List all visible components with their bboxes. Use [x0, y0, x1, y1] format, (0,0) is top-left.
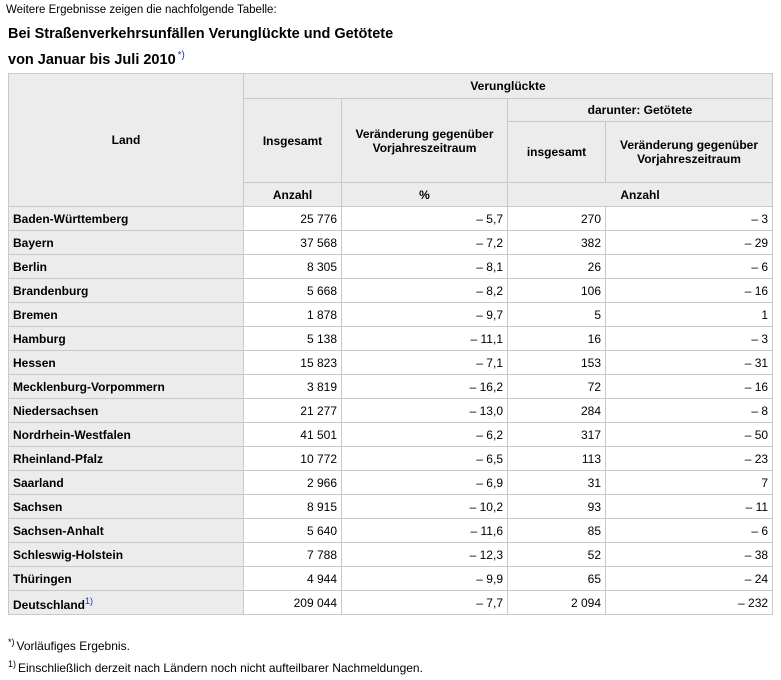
unit-anzahl-getoetete: Anzahl	[508, 183, 773, 207]
cell-land	[9, 447, 244, 471]
cell-insgesamt: 21 277	[244, 399, 342, 423]
cell-insgesamt: 15 823	[244, 351, 342, 375]
land-name: Berlin	[13, 259, 48, 274]
unit-anzahl: Anzahl	[244, 183, 342, 207]
cell-getoetete-veraenderung: 1	[606, 303, 773, 327]
cell-getoetete: 382	[508, 231, 606, 255]
header-land: Land	[9, 74, 244, 207]
cell-insgesamt: 5 640	[244, 519, 342, 543]
cell-veraenderung: – 5,7	[342, 207, 508, 231]
cell-getoetete-veraenderung: – 23	[606, 447, 773, 471]
land-name: Saarland	[13, 475, 64, 490]
cell-getoetete-veraenderung: – 16	[606, 375, 773, 399]
cell-land	[9, 279, 244, 303]
table-row	[9, 543, 773, 567]
land-name: Bayern	[13, 235, 54, 250]
land-name: Sachsen	[13, 499, 63, 514]
cell-land	[9, 231, 244, 255]
cell-getoetete-veraenderung: – 31	[606, 351, 773, 375]
land-name: Niedersachsen	[13, 403, 99, 418]
cell-insgesamt: 2 966	[244, 471, 342, 495]
cell-veraenderung: – 8,2	[342, 279, 508, 303]
table-row	[9, 279, 773, 303]
cell-getoetete-veraenderung: – 3	[606, 207, 773, 231]
cell-insgesamt: 25 776	[244, 207, 342, 231]
footnote-2	[8, 659, 423, 675]
footnote-1-text: Vorläufiges Ergebnis.	[16, 639, 130, 653]
header-darunter-getoetete: darunter: Getötete	[508, 99, 773, 122]
cell-getoetete-veraenderung: – 232	[606, 591, 773, 615]
land-name: Rheinland-Pfalz	[13, 451, 104, 466]
cell-insgesamt: 1 878	[244, 303, 342, 327]
cell-insgesamt: 8 915	[244, 495, 342, 519]
cell-getoetete: 317	[508, 423, 606, 447]
cell-getoetete: 16	[508, 327, 606, 351]
cell-veraenderung: – 7,2	[342, 231, 508, 255]
cell-land	[9, 327, 244, 351]
cell-veraenderung: – 6,5	[342, 447, 508, 471]
cell-getoetete: 93	[508, 495, 606, 519]
cell-insgesamt: 41 501	[244, 423, 342, 447]
cell-land	[9, 255, 244, 279]
land-name: Hamburg	[13, 331, 66, 346]
land-name: Schleswig-Holstein	[13, 547, 124, 562]
cell-veraenderung: – 11,1	[342, 327, 508, 351]
table-row	[9, 207, 773, 231]
cell-insgesamt: 4 944	[244, 567, 342, 591]
cell-land	[9, 375, 244, 399]
cell-veraenderung: – 6,9	[342, 471, 508, 495]
cell-getoetete: 106	[508, 279, 606, 303]
cell-getoetete-veraenderung: – 50	[606, 423, 773, 447]
land-name: Thüringen	[13, 571, 72, 586]
footnote-1-mark: *)	[8, 637, 15, 647]
cell-getoetete: 284	[508, 399, 606, 423]
table-body	[9, 207, 773, 615]
land-name: Sachsen-Anhalt	[13, 523, 104, 538]
land-name: Mecklenburg-Vorpommern	[13, 379, 165, 394]
table-row	[9, 495, 773, 519]
land-name: Hessen	[13, 355, 56, 370]
cell-veraenderung: – 7,7	[342, 591, 508, 615]
cell-veraenderung: – 7,1	[342, 351, 508, 375]
unit-percent: %	[342, 183, 508, 207]
land-footnote-link[interactable]: 1)	[85, 595, 94, 606]
cell-getoetete: 153	[508, 351, 606, 375]
cell-veraenderung: – 8,1	[342, 255, 508, 279]
header-insgesamt: Insgesamt	[244, 99, 342, 183]
cell-getoetete-veraenderung: – 6	[606, 255, 773, 279]
footnote-2-mark: 1)	[8, 659, 17, 669]
intro-text: Weitere Ergebnisse zeigen die nachfolgende Tabelle:	[6, 4, 277, 16]
table-row	[9, 375, 773, 399]
cell-land	[9, 423, 244, 447]
cell-getoetete: 85	[508, 519, 606, 543]
land-name: Baden-Württemberg	[13, 211, 129, 226]
table-row	[9, 567, 773, 591]
cell-getoetete: 26	[508, 255, 606, 279]
title-line-2	[8, 45, 393, 71]
footnote-1	[8, 637, 130, 653]
table-row	[9, 255, 773, 279]
cell-getoetete-veraenderung: – 6	[606, 519, 773, 543]
header-veraenderung: Veränderung gegenüber Vorjahreszeitraum	[342, 99, 508, 183]
table-row	[9, 351, 773, 375]
table-row	[9, 231, 773, 255]
cell-insgesamt: 37 568	[244, 231, 342, 255]
cell-getoetete: 113	[508, 447, 606, 471]
cell-veraenderung: – 12,3	[342, 543, 508, 567]
cell-getoetete: 72	[508, 375, 606, 399]
cell-insgesamt: 7 788	[244, 543, 342, 567]
title-line-2-text: von Januar bis Juli 2010	[8, 52, 176, 68]
header-getoetete-veraenderung: Veränderung gegenüber Vorjahreszeitraum	[606, 122, 773, 183]
cell-getoetete: 5	[508, 303, 606, 327]
cell-getoetete-veraenderung: – 29	[606, 231, 773, 255]
land-name: Bremen	[13, 307, 58, 322]
cell-getoetete: 31	[508, 471, 606, 495]
cell-getoetete-veraenderung: – 8	[606, 399, 773, 423]
statistics-table	[8, 73, 773, 615]
cell-veraenderung: – 11,6	[342, 519, 508, 543]
cell-insgesamt: 5 138	[244, 327, 342, 351]
table-row	[9, 471, 773, 495]
table-row	[9, 423, 773, 447]
table-row	[9, 591, 773, 615]
cell-land	[9, 591, 244, 615]
cell-getoetete: 2 094	[508, 591, 606, 615]
cell-getoetete-veraenderung: – 3	[606, 327, 773, 351]
cell-land	[9, 543, 244, 567]
cell-land	[9, 399, 244, 423]
table-row	[9, 399, 773, 423]
cell-land	[9, 351, 244, 375]
cell-land	[9, 567, 244, 591]
cell-getoetete: 270	[508, 207, 606, 231]
cell-insgesamt: 3 819	[244, 375, 342, 399]
cell-veraenderung: – 9,7	[342, 303, 508, 327]
cell-getoetete: 65	[508, 567, 606, 591]
table-title	[8, 24, 393, 71]
header-getoetete-insgesamt: insgesamt	[508, 122, 606, 183]
table-row	[9, 447, 773, 471]
cell-getoetete-veraenderung: – 16	[606, 279, 773, 303]
title-line-1: Bei Straßenverkehrsunfällen Verunglückte und Getötete	[8, 26, 394, 42]
cell-land	[9, 495, 244, 519]
cell-getoetete-veraenderung: 7	[606, 471, 773, 495]
cell-insgesamt: 8 305	[244, 255, 342, 279]
cell-veraenderung: – 6,2	[342, 423, 508, 447]
cell-veraenderung: – 9,9	[342, 567, 508, 591]
cell-insgesamt: 10 772	[244, 447, 342, 471]
land-name: Deutschland	[13, 597, 86, 612]
cell-insgesamt: 209 044	[244, 591, 342, 615]
table-row	[9, 303, 773, 327]
cell-land	[9, 519, 244, 543]
cell-land	[9, 207, 244, 231]
cell-land	[9, 471, 244, 495]
cell-insgesamt: 5 668	[244, 279, 342, 303]
table-row	[9, 327, 773, 351]
title-footnote-link[interactable]: *)	[177, 50, 185, 61]
cell-veraenderung: – 10,2	[342, 495, 508, 519]
table-row	[9, 519, 773, 543]
cell-getoetete-veraenderung: – 38	[606, 543, 773, 567]
land-name: Brandenburg	[13, 283, 89, 298]
footnote-2-text: Einschließlich derzeit nach Ländern noch nicht aufteilbarer Nachmeldungen.	[18, 661, 423, 675]
cell-veraenderung: – 13,0	[342, 399, 508, 423]
cell-getoetete: 52	[508, 543, 606, 567]
land-name: Nordrhein-Westfalen	[13, 427, 131, 442]
cell-veraenderung: – 16,2	[342, 375, 508, 399]
header-verunglueckte: Verunglückte	[244, 74, 773, 99]
cell-land	[9, 303, 244, 327]
cell-getoetete-veraenderung: – 24	[606, 567, 773, 591]
cell-getoetete-veraenderung: – 11	[606, 495, 773, 519]
